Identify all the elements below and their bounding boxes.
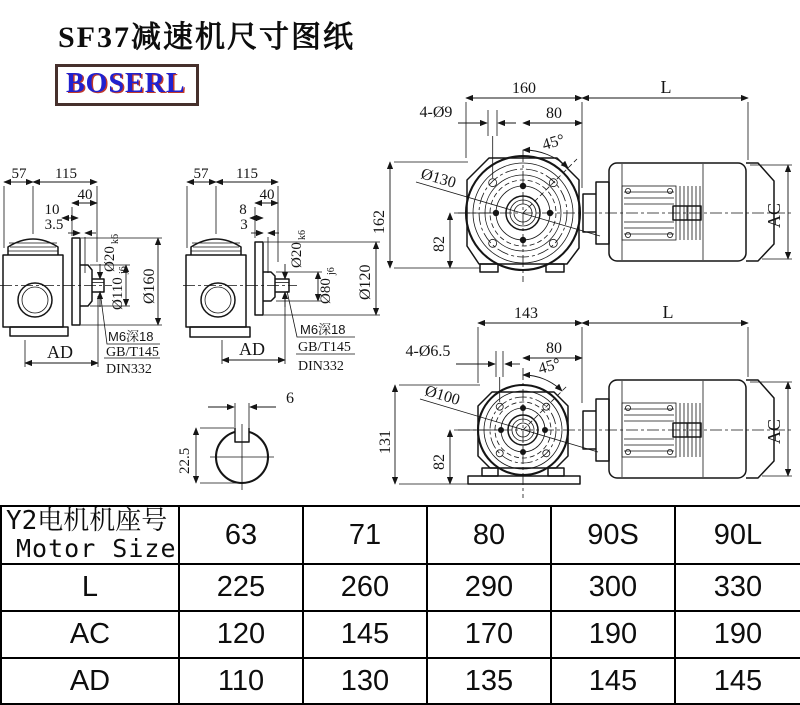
table-cell: 290 [427, 564, 551, 611]
top-view-linework [458, 150, 792, 282]
dim-131-label [377, 430, 394, 454]
svg-text:Ø20: Ø20 [102, 246, 118, 272]
spigot-diameter-label [318, 267, 337, 304]
svg-text:k6: k6 [110, 234, 121, 244]
flange-front-view-bottom [377, 302, 792, 498]
svg-text:162: 162 [371, 210, 388, 234]
shaft-section-view [177, 390, 294, 490]
table-cell: 130 [303, 658, 427, 704]
table-cell: 330 [675, 564, 800, 611]
brand-text: BOSERL [66, 68, 186, 99]
table-cell: 190 [675, 611, 800, 658]
dim-115-label: 115 [55, 166, 77, 182]
column-header-80: 80 [427, 506, 551, 564]
dim-162-label [371, 210, 388, 234]
table-cell: 145 [303, 611, 427, 658]
dim-80-label: 80 [546, 105, 562, 122]
table-cell: 260 [303, 564, 427, 611]
tap-note-line1: M6深18 [300, 322, 346, 337]
angle-45-label: 45° [540, 131, 567, 154]
svg-text:j6: j6 [326, 267, 337, 275]
table-cell: 225 [179, 564, 303, 611]
svg-text:Ø80: Ø80 [318, 278, 334, 304]
dim-80-label: 80 [546, 340, 562, 357]
left-side-view-linework [0, 238, 112, 336]
table-cell: 110 [179, 658, 303, 704]
row-label-AC: AC [1, 611, 179, 658]
dim-L-label: L [660, 77, 672, 97]
dim-10-label: 10 [44, 202, 60, 218]
column-header-90S: 90S [551, 506, 675, 564]
column-header-71: 71 [303, 506, 427, 564]
table-cell: 300 [551, 564, 675, 611]
dim-6-label: 6 [286, 390, 294, 407]
tap-note-line1: M6深18 [108, 329, 154, 344]
dim-143-label: 143 [514, 305, 538, 322]
column-header-63: 63 [179, 506, 303, 564]
tap-note-line3: DIN332 [298, 359, 344, 374]
tap-note-line2: GB/T145 [298, 340, 351, 355]
dim-57-label: 57 [11, 166, 27, 182]
svg-text:82: 82 [431, 454, 448, 470]
shaft-section-linework [210, 424, 274, 490]
table-cell: 145 [675, 658, 800, 704]
bolt-circle-label: Ø130 [418, 165, 458, 192]
dim-8-label: 8 [239, 202, 247, 218]
dim-3-label: 3 [240, 217, 248, 233]
flange-diameter-label [141, 268, 158, 304]
svg-text:AC: AC [764, 418, 784, 444]
table-cell: 170 [427, 611, 551, 658]
tap-note-line2: GB/T145 [106, 345, 159, 360]
svg-text:22.5: 22.5 [177, 447, 193, 474]
row-label-L: L [1, 564, 179, 611]
holes-callout-label: 4-Ø9 [419, 104, 453, 121]
table-cell: 135 [427, 658, 551, 704]
dim-82-label [431, 236, 448, 252]
svg-text:82: 82 [431, 236, 448, 252]
dim-115-label: 115 [236, 166, 258, 182]
table-row-L [1, 564, 800, 611]
dim-L-label: L [662, 302, 674, 322]
table-row-AD [1, 658, 800, 704]
dim-ac-label [764, 419, 784, 444]
dim-160-label: 160 [512, 80, 536, 97]
left-side-view [0, 166, 162, 377]
svg-text:k6: k6 [297, 230, 308, 240]
mid-side-view [183, 166, 380, 374]
dim-40-label: 40 [259, 187, 275, 203]
page-title: SF37减速机尺寸图纸 [58, 21, 356, 54]
table-header-row [1, 506, 800, 564]
svg-text:Ø160: Ø160 [141, 268, 158, 304]
dim-82-label [431, 454, 448, 470]
motor-size-header-cn: Y2电机机座号 [6, 506, 168, 537]
dim-ad-label: AD [239, 339, 265, 359]
bolt-circle-label: Ø100 [422, 382, 462, 409]
mid-side-view-linework [183, 239, 297, 337]
shaft-diameter-label [289, 230, 308, 268]
motor-size-header-en: Motor Size [16, 533, 177, 563]
table-cell: 145 [551, 658, 675, 704]
table-cell: 190 [551, 611, 675, 658]
bottom-view-linework [458, 368, 792, 498]
svg-text:j6: j6 [118, 266, 129, 274]
row-label-AD: AD [1, 658, 179, 704]
table-row-AC [1, 611, 800, 658]
dimension-table [0, 505, 800, 705]
holes-callout-label: 4-Ø6.5 [405, 343, 451, 360]
flange-diameter-label [357, 264, 374, 300]
dim-ad-label: AD [47, 342, 73, 362]
svg-text:Ø120: Ø120 [357, 264, 374, 300]
svg-text:Ø110: Ø110 [110, 277, 126, 310]
svg-text:131: 131 [377, 430, 394, 454]
svg-text:AC: AC [764, 202, 784, 228]
dim-40-label: 40 [77, 187, 93, 203]
svg-text:Ø20: Ø20 [289, 242, 305, 268]
dim-57-label: 57 [193, 166, 209, 182]
column-header-90L: 90L [675, 506, 800, 564]
flange-front-view-top [371, 77, 792, 282]
dim-22-5-label [177, 448, 193, 474]
dim-3-5-label: 3.5 [44, 217, 64, 233]
tap-note-line3: DIN332 [106, 362, 152, 377]
motor-size-header-cell [1, 506, 179, 564]
table-cell: 120 [179, 611, 303, 658]
angle-45-label: 45° [536, 355, 563, 378]
dim-ac-label [764, 203, 784, 228]
